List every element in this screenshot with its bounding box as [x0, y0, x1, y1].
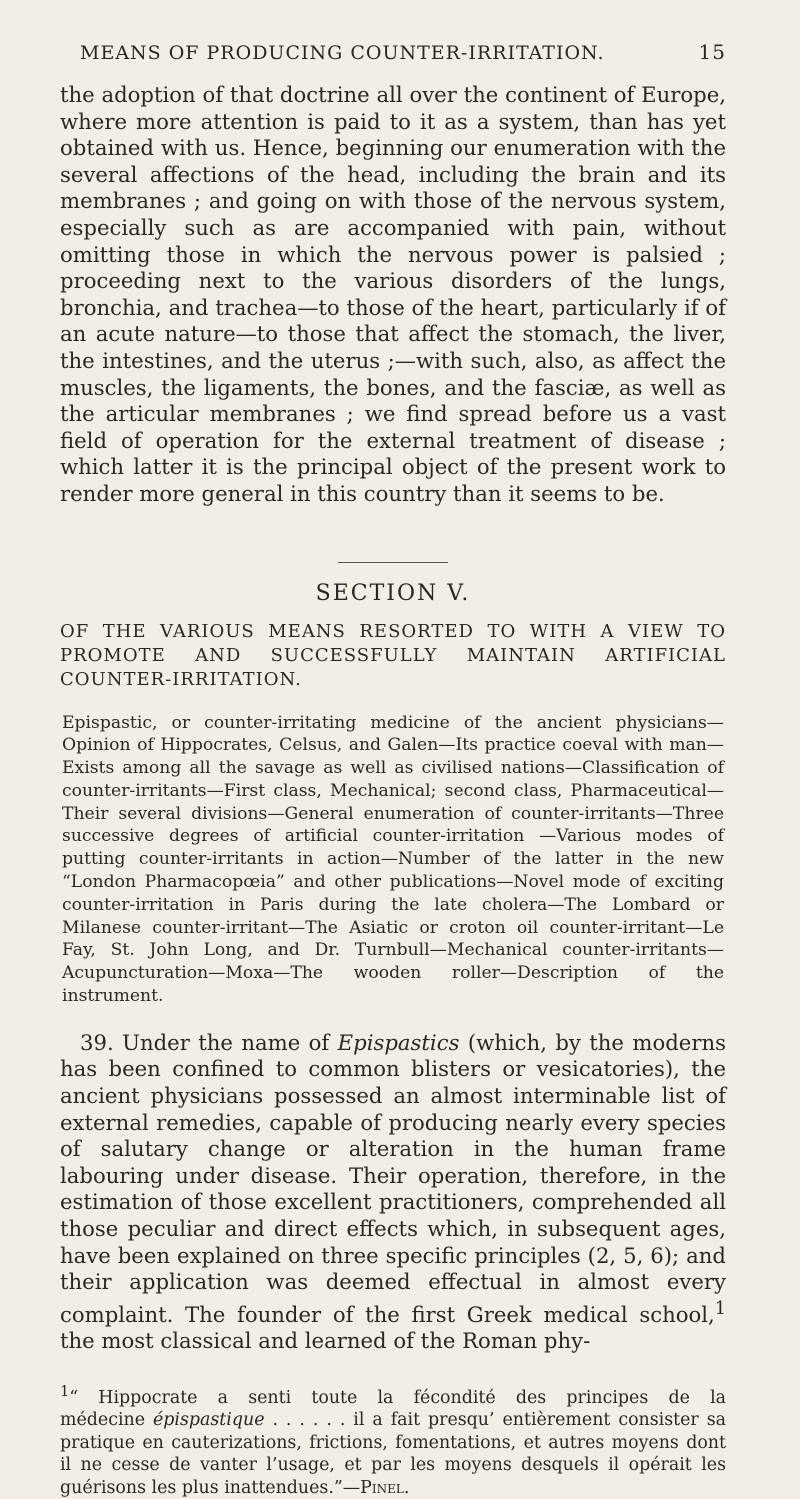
footnote-marker: 1	[60, 1384, 70, 1401]
section-synopsis: Epispastic, or counter-irritating medicine of the ancient physicians—Opinion of Hippocrates, Celsus, and Galen—Its practice coeval with man—Exists among all the savage as well as civilised nations—Classification of counter-irritants—First class, Mechanical; second class, Pharmaceutical—Their several divisions—General enumeration of counter-irritants—Three successive degrees of artificial counter-irritation —Various modes of putting counter-irritants in action—Number of the latter in the new “London Pharmacopœia” and other publications—Novel mode of exciting counter-irritation in Paris during the late cholera—The Lombard or Milanese counter-irritant—The Asiatic or croton oil counter-irritant—Le Fay, St. John Long, and Dr. Turnbull—Mechanical counter-irritants—Acupuncturation—Moxa—The wooden roller—Description of the instrument.	[62, 712, 724, 1007]
paragraph-number: 39.	[80, 1029, 114, 1055]
paragraph-text-end: the most classical and learned of the Roman phy-	[60, 1328, 591, 1354]
footnote	[60, 1381, 726, 1499]
paragraph-text: (which, by the moderns has been confined to common blisters or vesicatories), the ancient physicians possessed an almost interminable list of external remedies, capable of producing nearly every species of salutary change or alteration in the human frame labouring under disease. Their operation, therefore, in the estimation of those excellent practitioners, comprehended all those peculiar and direct effects which, in subsequent ages, have been explained on three specific principles (2, 5, 6); and their application was deemed effectual in almost every complaint. The founder of the first Greek medical school,	[60, 1029, 726, 1327]
section-subtitle: OF THE VARIOUS MEANS RESORTED TO WITH A VIEW TO PROMOTE AND SUCCESSFULLY MAINTAIN ARTIFICIAL COUNTER-IRRITATION.	[60, 620, 726, 690]
footnote-author: Pinel.	[360, 1477, 410, 1498]
section-divider	[338, 562, 448, 563]
footnote-text-1: “ Hippocrate a senti toute la fécondité des principes de la médecine	[60, 1387, 726, 1431]
page-number: 15	[698, 40, 726, 64]
section-heading: SECTION V.	[315, 580, 471, 606]
footnote-text-2: . . . . . . il a fait presqu’ entièrement consister sa pratique en cauterizations, frictions, fomentations, et autres moyens dont il ne cesse de vanter l’usage, et par les moyens desquels il opérait les guérisons les plus inattendues.”—	[60, 1410, 726, 1498]
footnote-term: épispastique	[152, 1410, 265, 1431]
paragraph-lead: Under the name of	[122, 1029, 330, 1055]
paragraph-39	[60, 1030, 726, 1355]
running-head	[60, 40, 726, 64]
intro-paragraph: the adoption of that doctrine all over the continent of Europe, where more attention is paid to it as a system, than has yet obtained with us. Hence, beginning our enumeration with the several affections of the head, including the brain and its membranes ; and going on with those of the nervous system, especially such as are accompanied with pain, without omitting those in which the nervous power is palsied ; proceeding next to the various disorders of the lungs, bronchia, and trachea—to those of the heart, particularly if of an acute nature—to those that affect the stomach, the liver, the intestines, and the uterus ;—with such, also, as affect the muscles, the ligaments, the bones, and the fasciæ, as well as the articular membranes ; we find spread before us a vast field of operation for the external treatment of disease ; which latter it is the principal object of the present work to render more general in this country than it seems to be.	[60, 82, 726, 506]
epispastics-term: Epispastics	[337, 1029, 460, 1055]
running-head-title: MEANS OF PRODUCING COUNTER-IRRITATION.	[80, 42, 605, 64]
footnote-reference[interactable]: 1	[714, 1298, 726, 1319]
